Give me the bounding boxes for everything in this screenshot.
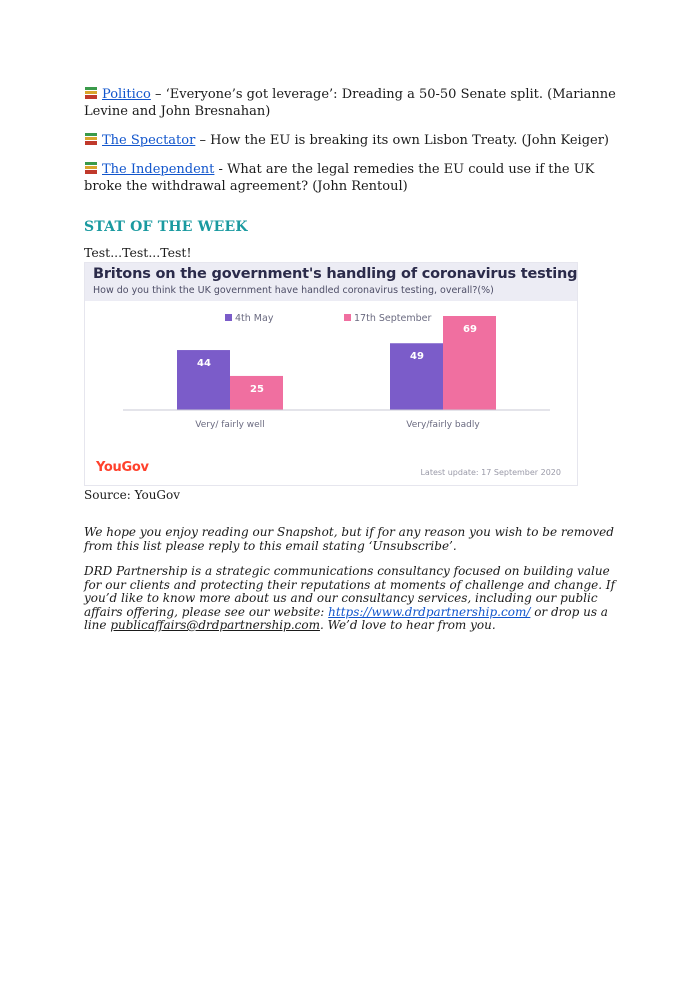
reading-list	[84, 86, 624, 195]
books-icon	[84, 86, 98, 100]
item-text: – ‘Everyone’s got leverage’: Dreading a 50-50 Senate split. (Marianne Levine and John Bresnahan)	[84, 87, 616, 119]
data-label: 69	[463, 324, 477, 335]
about-text: DRD Partnership is a strategic communications consultancy focused on building value for our clients and protecting their reputations at moments of challenge and change. If you’d like to know more about us and our consultancy services, including our public affairs offering, please see our website:	[84, 564, 616, 619]
about-paragraph	[84, 565, 624, 633]
bar-chart	[84, 262, 578, 486]
legend-swatch	[344, 314, 351, 321]
chart-title: Britons on the government's handling of coronavirus testing	[93, 266, 578, 282]
about-text: or drop us a line	[84, 604, 608, 632]
books-icon	[84, 161, 98, 175]
footer	[84, 526, 624, 633]
source-link[interactable]: The Independent	[102, 162, 215, 177]
unsubscribe-note: We hope you enjoy reading our Snapshot, but if for any reason you wish to be removed from this list please reply to this email stating ‘Unsubscribe’.	[84, 525, 614, 553]
section-heading: STAT OF THE WEEK	[84, 219, 248, 235]
website-link[interactable]: https://www.drdpartnership.com/	[328, 604, 531, 619]
data-label: 49	[410, 351, 424, 363]
category-label: Very/fairly badly	[406, 420, 480, 430]
legend-label: 4th May	[235, 313, 274, 324]
reading-item	[84, 86, 624, 120]
category-label: Very/ fairly well	[195, 420, 265, 430]
legend-swatch	[225, 314, 232, 321]
item-text: – How the EU is breaking its own Lisbon Treaty. (John Keiger)	[195, 133, 610, 148]
chart-plot	[85, 301, 577, 453]
chart-footnote: Latest update: 17 September 2020	[420, 468, 561, 477]
chart-subtitle: How do you think the UK government have handled coronavirus testing, overall?(%)	[93, 285, 494, 296]
legend-label: 17th September	[354, 313, 432, 324]
email-link[interactable]: publicaffairs@drdpartnership.com	[110, 618, 320, 632]
reading-item	[84, 132, 624, 149]
source-link[interactable]: Politico	[102, 87, 151, 102]
data-label: 44	[197, 358, 211, 370]
brand-logo: YouGov	[96, 460, 149, 475]
chart-source: Source: YouGov	[84, 488, 181, 502]
about-text: . We’d love to hear from you.	[319, 618, 496, 632]
reading-item	[84, 161, 624, 195]
chart-header	[85, 263, 577, 301]
books-icon	[84, 132, 98, 146]
item-text: - What are the legal remedies the EU could use if the UK broke the withdrawal agreement? (John Rentoul)	[84, 162, 595, 194]
document-page	[84, 86, 624, 645]
source-link[interactable]: The Spectator	[102, 133, 196, 148]
data-label: 25	[250, 383, 264, 395]
stat-intro: Test...Test...Test!	[84, 245, 192, 260]
